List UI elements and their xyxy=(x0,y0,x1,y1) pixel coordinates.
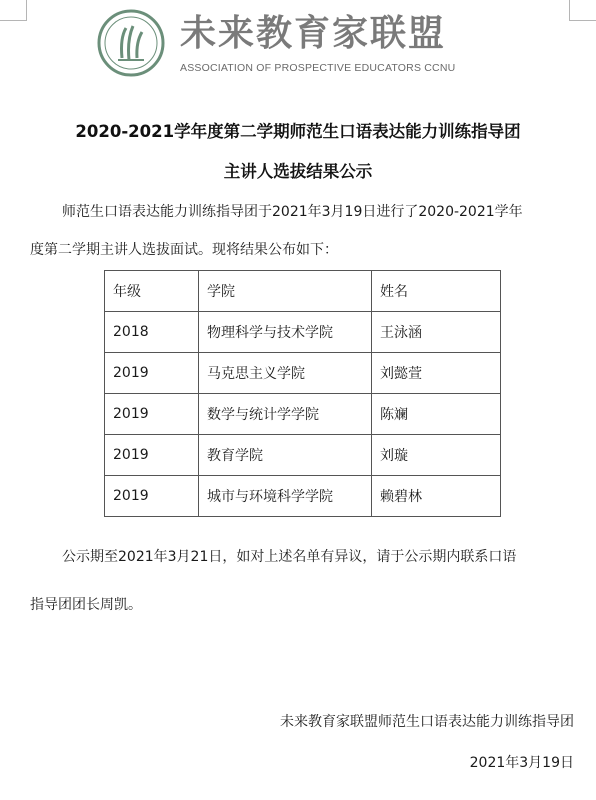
header-grade: 年级 xyxy=(105,271,199,312)
cell-grade: 2018 xyxy=(105,312,199,353)
intro-line-2: 度第二学期主讲人选拔面试。现将结果公布如下： xyxy=(30,242,338,258)
document-title: 2020-2021学年度第二学期师范生口语表达能力训练指导团 xyxy=(75,122,521,141)
table-row xyxy=(105,353,501,394)
cell-grade: 2019 xyxy=(105,476,199,517)
results-table xyxy=(104,270,501,517)
page-corner-mark-right xyxy=(569,0,596,21)
cell-college: 数学与统计学学院 xyxy=(199,394,372,435)
page-corner-mark-left xyxy=(0,0,27,21)
cell-college: 教育学院 xyxy=(199,435,372,476)
brand-title: 未来教育家联盟 xyxy=(180,13,447,54)
intro-line-1: 师范生口语表达能力训练指导团于2021年3月19日进行了2020-2021学年 xyxy=(62,204,523,220)
cell-grade: 2019 xyxy=(105,435,199,476)
notice-line-1: 公示期至2021年3月21日，如对上述名单有异议，请于公示期内联系口语 xyxy=(62,549,517,565)
cell-grade: 2019 xyxy=(105,353,199,394)
cell-name: 刘懿萱 xyxy=(372,353,501,394)
signature-organization: 未来教育家联盟师范生口语表达能力训练指导团 xyxy=(280,714,574,730)
signature-date: 2021年3月19日 xyxy=(469,755,574,771)
table-row xyxy=(105,435,501,476)
cell-college: 城市与环境科学学院 xyxy=(199,476,372,517)
table-header-row xyxy=(105,271,501,312)
cell-name: 王泳涵 xyxy=(372,312,501,353)
table-row xyxy=(105,476,501,517)
document-subtitle: 主讲人选拔结果公示 xyxy=(223,162,373,181)
cell-grade: 2019 xyxy=(105,394,199,435)
table-row xyxy=(105,394,501,435)
notice-line-2: 指导团团长周凯。 xyxy=(30,597,142,613)
cell-college: 马克思主义学院 xyxy=(199,353,372,394)
brand-subtitle: ASSOCIATION OF PROSPECTIVE EDUCATORS CCNU xyxy=(180,62,456,74)
cell-college: 物理科学与技术学院 xyxy=(199,312,372,353)
cell-name: 赖碧林 xyxy=(372,476,501,517)
association-logo-icon xyxy=(96,8,166,78)
letterhead xyxy=(96,8,516,84)
cell-name: 刘璇 xyxy=(372,435,501,476)
header-college: 学院 xyxy=(199,271,372,312)
cell-name: 陈斓 xyxy=(372,394,501,435)
table-row xyxy=(105,312,501,353)
header-name: 姓名 xyxy=(372,271,501,312)
